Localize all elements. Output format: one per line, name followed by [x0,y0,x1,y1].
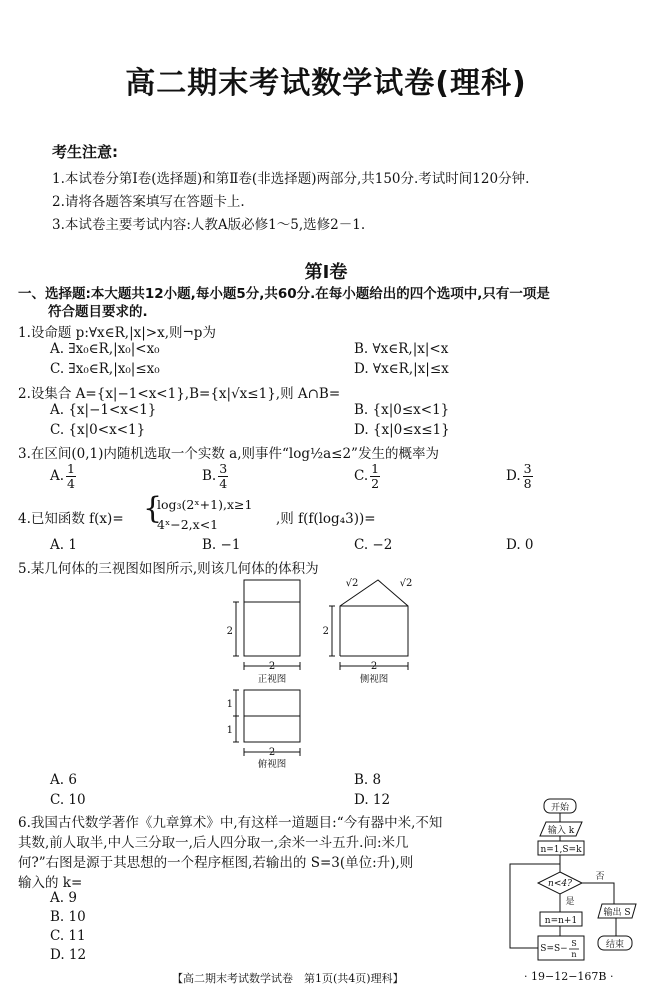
q5-stem: 5.某几何体的三视图如图所示,则该几何体的体积为 [18,561,319,577]
q6-stem-line-1: 6.我国古代数学著作《九章算术》中,有这样一道题目:“今有器中米,不知 [18,815,443,831]
q1-stem: 1.设命题 p:∀x∈R,|x|>x,则¬p为 [18,325,216,341]
q5-option-d: D. 12 [354,792,391,808]
q1-option-c: C. ∃x₀∈R,|x₀|≤x₀ [50,361,160,377]
q5-option-b: B. 8 [354,772,382,788]
side-height-label: 2 [322,626,329,637]
flowchart-update-num: S [571,939,577,948]
q2-option-a: A. {x|−1<x<1} [50,402,157,418]
page-title: 高二期末考试数学试卷(理科) [125,66,527,101]
q5-option-c: C. 10 [50,792,86,808]
notice-item-1: 1.本试卷分第Ⅰ卷(选择题)和第Ⅱ卷(非选择题)两部分,共150分.考试时间120分钟. [52,171,530,187]
q2-stem: 2.设集合 A={x|−1<x<1},B={x|√x≤1},则 A∩B= [18,386,341,402]
flowchart-update-text: S=S− [540,944,568,954]
q4-brace: { [143,491,163,526]
top-depth-label-1: 1 [226,699,233,710]
side-view-shape [340,580,408,656]
notice-item-3: 3.本试卷主要考试内容:人教A版必修1～5,选修2－1. [52,217,366,233]
q6-option-b: B. 10 [50,909,86,925]
side-edge-label-left: √2 [345,578,359,589]
flowchart [504,796,650,968]
q4-option-d: D. 0 [506,537,534,553]
q3-option-c: C. $\frac{1}{2}$ [354,461,380,491]
three-view-diagram [226,574,436,770]
side-edge-label-right: √2 [399,578,413,589]
q1-option-a: A. ∃x₀∈R,|x₀|<x₀ [50,341,160,357]
flowchart-condition-text: n<4? [548,879,572,889]
q4-option-c: C. −2 [354,537,393,553]
top-width-label: 2 [268,747,276,758]
q4-option-a: A. 1 [50,537,77,553]
front-view-shape [244,580,300,656]
q6-stem-line-3: 何?”右图是源于其思想的一个程序框图,若输出的 S=3(单位:升),则 [18,855,414,871]
notice-item-2: 2.请将各题答案填写在答题卡上. [52,194,245,210]
side-width-label: 2 [370,661,378,672]
q2-option-c: C. {x|0<x<1} [50,422,146,438]
q6-option-a: A. 9 [50,890,77,906]
front-height-label: 2 [226,626,233,637]
flowchart-end-text: 结束 [605,940,625,950]
q4-stem-post: ,则 f(f(log₄3))= [276,511,376,527]
q3-stem: 3.在区间(0,1)内随机选取一个实数 a,则事件“log½a≤2”发生的概率为 [18,446,439,462]
q1-option-d: D. ∀x∈R,|x|≤x [354,361,449,377]
q4-case-2: 4ˣ−2,x<1 [157,517,219,532]
page-footer: 【高二期末考试数学试卷 第1页(共4页)理科】 [172,972,404,985]
q3-option-d: D. $\frac{3}{8}$ [506,461,532,491]
q4-case-1: log₃(2ˣ+1),x≥1 [157,497,253,512]
side-view-label: 侧视图 [359,674,389,685]
q2-option-b: B. {x|0≤x<1} [354,402,450,418]
q2-option-d: D. {x|0≤x≤1} [354,422,450,438]
flowchart-output-text: 输出 S [603,908,631,918]
flowchart-increment-text: n=n+1 [544,916,578,926]
notice-heading: 考生注意: [52,143,118,161]
q4-stem-pre: 4.已知函数 f(x)= [18,511,124,527]
flowchart-start-text: 开始 [550,803,570,813]
q6-option-d: D. 12 [50,947,87,963]
flowchart-yes-label: 是 [565,897,575,907]
flowchart-init-text: n=1,S=k [540,845,582,855]
q5-option-a: A. 6 [50,772,77,788]
flowchart-no-label: 否 [595,872,605,882]
flowchart-input-text: 输入 k [547,826,575,836]
q6-option-c: C. 11 [50,928,86,944]
section-title: 第Ⅰ卷 [304,262,348,283]
q6-stem-line-2: 其数,前人取半,中人三分取一,后人四分取一,余米一斗五升.问:米几 [18,835,409,851]
q6-stem-line-4: 输入的 k= [18,875,83,891]
part1-instructions-line1: 一、选择题:本大题共12小题,每小题5分,共60分.在每小题给出的四个选项中,只有一项是 [18,286,550,302]
page-code: · 19−12−167B · [524,970,614,983]
q4-option-b: B. −1 [202,537,241,553]
q3-option-b: B. $\frac{3}{4}$ [202,461,228,491]
top-view-label: 俯视图 [257,759,287,770]
part1-instructions-line2: 符合题目要求的. [48,304,148,320]
front-view-label: 正视图 [257,674,287,685]
flowchart-update-den: n [571,950,577,959]
top-depth-label-2: 1 [226,725,233,736]
q1-option-b: B. ∀x∈R,|x|<x [354,341,449,357]
q3-option-a: A. $\frac{1}{4}$ [50,461,75,491]
front-width-label: 2 [268,661,276,672]
